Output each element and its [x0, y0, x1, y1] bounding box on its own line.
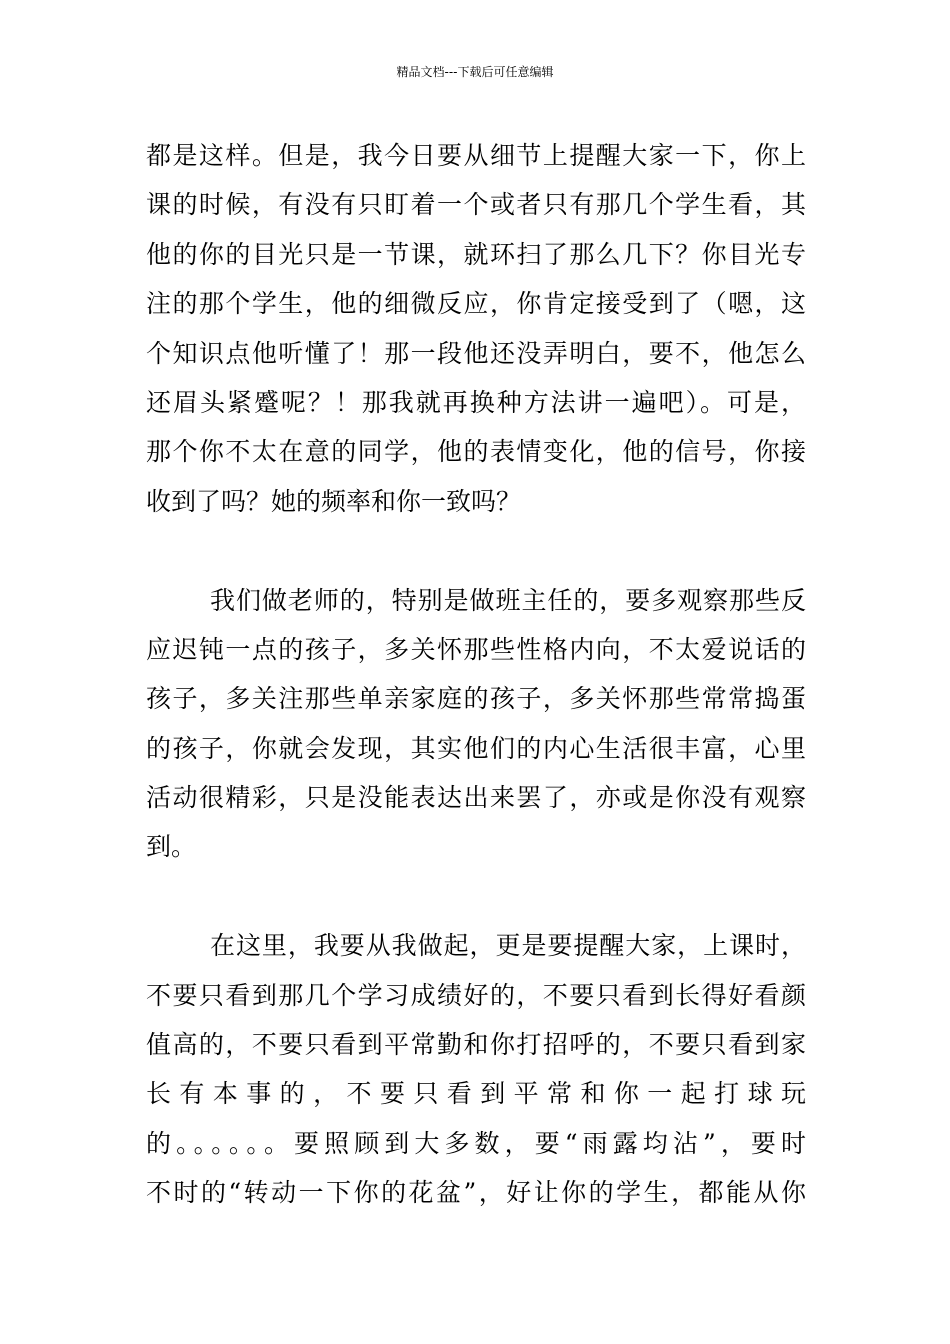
text-line: 到。 [146, 832, 197, 862]
text-line: 注的那个学生，他的细微反应，你肯定接受到了（嗯，这 [146, 289, 806, 319]
text-line: 都是这样。但是，我今日要从细节上提醒大家一下，你上 [146, 141, 806, 170]
paragraph-gap [146, 526, 806, 575]
text-line: 长有本事的，不要只看到平常和你一起打球玩 [146, 1079, 806, 1109]
text-line: 不时的“转动一下你的花盆”，好让你的学生，都能从你 [146, 1178, 806, 1208]
document-body [146, 131, 806, 1218]
paragraph-3 [146, 921, 806, 1217]
text-line: 在这里，我要从我做起，更是要提醒大家，上课时， [210, 931, 806, 961]
text-line: 不要只看到那几个学习成绩好的，不要只看到长得好看颜 [146, 980, 806, 1010]
text-line: 那个你不太在意的同学，他的表情变化，他的信号，你接 [146, 437, 806, 467]
text-line: 我们做老师的，特别是做班主任的，要多观察那些反 [210, 585, 806, 615]
paragraph-gap [146, 872, 806, 921]
text-line: 应迟钝一点的孩子，多关怀那些性格内向，不太爱说话的 [146, 634, 806, 664]
text-line: 孩子，多关注那些单亲家庭的孩子，多关怀那些常常捣蛋 [146, 684, 806, 714]
text-line: 活动很精彩，只是没能表达出来罢了，亦或是你没有观察 [146, 783, 806, 813]
text-line: 他的你的目光只是一节课，就环扫了那么几下？你目光专 [146, 239, 806, 269]
text-line: 课的时候，有没有只盯着一个或者只有那几个学生看，其 [146, 190, 806, 220]
text-line: 的。。。。。。要照顾到大多数，要“雨露均沾”，要时 [146, 1128, 806, 1158]
text-line: 还眉头紧蹙呢？！那我就再换种方法讲一遍吧）。可是， [146, 387, 806, 417]
text-line: 个知识点他听懂了！那一段他还没弄明白，要不，他怎么 [146, 338, 806, 368]
paragraph-2 [146, 576, 806, 872]
text-line: 值高的，不要只看到平常勤和你打招呼的，不要只看到家 [146, 1030, 806, 1060]
paragraph-1 [146, 131, 806, 526]
page-header: 精品文档---下载后可任意编辑 [396, 65, 554, 79]
text-line: 的孩子，你就会发现，其实他们的内心生活很丰富，心里 [146, 733, 806, 763]
text-line: 收到了吗？她的频率和你一致吗？ [146, 486, 522, 516]
